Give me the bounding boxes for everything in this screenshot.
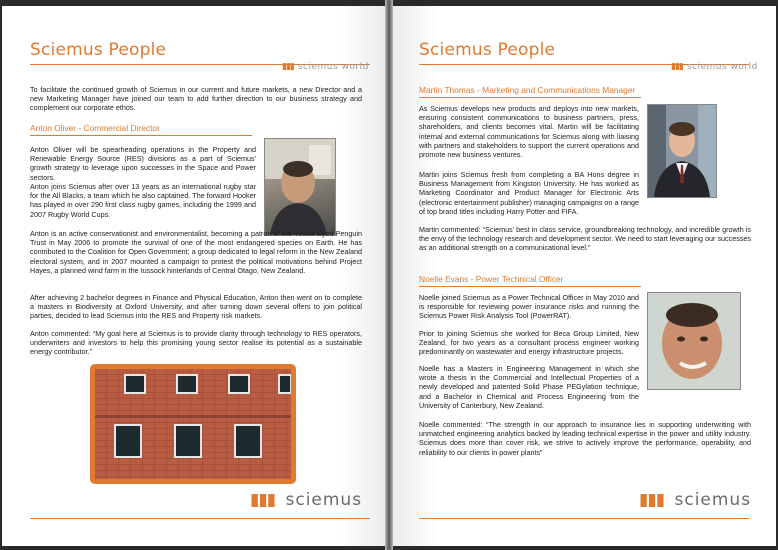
brand-bars-icon: ▮▮▮ xyxy=(282,62,294,72)
footer-bars-icon: ▮▮▮ xyxy=(250,490,276,510)
left-footer-logo xyxy=(250,490,362,510)
right-s1-para-3: Martin commented: “Sciemus' best in class service, groundbreaking technology, and incredible growth is the envy of the technology research and development sector. We need to start leveraging our successes as an additional strength on a communicational level.” xyxy=(419,225,751,253)
left-para-3-text: Anton is an active conservationist and environmentalist, becoming a patron of the Yellow Eyed Penguin Trust in May 2006 to promote the survival of one of the most endangered species on Earth. He has contributed to the Coalition for Open Government; a group dedicated to legal reform in the New Zealand electoral system, and in 2007 mounted a campaign to protest the political motivations behind Project Hayes, a planned wind farm in the tussock hinterlands of Central Otago, New Zealand. xyxy=(30,229,362,275)
right-s1-para-2: Martin joins Sciemus fresh from completing a BA Hons degree in Business Management from Kingston University. He has worked as Marketing Coordinator and Product Manager for Electronic Arts (electronic entertainment publisher) managing campaigns on a range of top brand titles including Harry Potter and FIFA. xyxy=(419,170,639,216)
anton-oliver-photo xyxy=(264,138,336,236)
right-s2-para-4: Noelle commented: “The strength in our approach to insurance lies in supporting underwriting with unmatched engineering analytics backed by leading technical expertise in the power and utility industry. Sciemus does more than cover risk, we strive to actively improve the performance, operability, and reliability to our clients in power plants” xyxy=(419,420,751,457)
left-world-brand-text: sciemus world xyxy=(297,62,369,72)
right-footer-logo xyxy=(639,490,751,510)
right-s2-para-1: Noelle joined Sciemus as a Power Technical Officer in May 2010 and is responsible for reviewing power insurance risks and running the Sciemus Power Risk Analysis Tool (PowerRAT). xyxy=(419,293,639,321)
right-section1-rule xyxy=(419,97,641,98)
noelle-portrait-icon xyxy=(648,293,740,389)
right-world-brand-text: sciemus world xyxy=(686,62,758,72)
left-section-rule xyxy=(30,135,252,136)
right-page-title: Sciemus People xyxy=(419,40,556,60)
right-s2-para-3: Noelle has a Masters in Engineering Management in which she wrote a thesis in the Commercial and Intellectual Properties of a newly developed and patented Solid Phase PEGylation technique, and a Bachelor in Chemical and Process Engineering from the University of Canterbury, New Zealand. xyxy=(419,364,639,410)
left-world-brand xyxy=(282,62,369,72)
noelle-evans-photo xyxy=(647,292,741,390)
martin-portrait-icon xyxy=(648,105,716,197)
martin-thomas-photo xyxy=(647,104,717,198)
left-intro: To facilitate the continued growth of Sciemus in our current and future markets, a new Director and a new Marketing Manager have joined our team to add further direction to our business strategy and complement our corporate ethos. xyxy=(30,85,362,113)
left-para-2: Anton joins Sciemus after over 13 years as an international rugby star for the All Blacks, a team which he also captained. The forward Hooker has played in over 290 first class rugby games, including the 1999 and 2007 Rugby World Cups. xyxy=(30,182,256,219)
left-page xyxy=(2,6,385,546)
right-footer-brand: sciemus xyxy=(674,490,752,510)
right-page xyxy=(393,6,776,546)
left-footer-rule xyxy=(30,518,370,519)
brand-bars-icon-right: ▮▮▮ xyxy=(671,62,683,72)
right-section2-title: Noelle Evans - Power Technical Officer xyxy=(419,274,564,284)
book-spine xyxy=(385,0,393,550)
right-s2-para-2: Prior to joining Sciemus she worked for Beca Group Limited, New Zealand, for two years as a consultant process engineer working predominantly on wastewater and energy infrastructure projects. xyxy=(419,329,639,357)
left-para-1: Anton Oliver will be spearheading operations in the Property and Renewable Energy Source (RES) divisions as a part of Sciemus' growth strategy to leverage upon successes in the Space and Power sectors. xyxy=(30,145,256,182)
left-section-title: Anton Oliver - Commercial Director xyxy=(30,123,160,133)
right-world-brand xyxy=(671,62,758,72)
footer-bars-icon-right: ▮▮▮ xyxy=(639,490,665,510)
brick-building-icon xyxy=(95,369,291,479)
anton-portrait-icon xyxy=(265,139,335,235)
left-para-4: After achieving 2 bachelor degrees in Finance and Physical Education, Anton then went on to complete a masters in Biodiversity at Oxford University, and after turning down several offers to join political parties, decided to lead Sciemus into the RES and Property risk markets. xyxy=(30,293,362,321)
left-footer-brand: sciemus xyxy=(285,490,363,510)
right-section1-title: Martin Thomas - Marketing and Communications Manager xyxy=(419,85,636,95)
right-section2-rule xyxy=(419,286,641,287)
left-para-3 xyxy=(30,229,362,275)
left-page-title: Sciemus People xyxy=(30,40,167,60)
building-photo xyxy=(90,364,296,484)
right-footer-rule xyxy=(419,518,749,519)
left-para-5: Anton commented: “My goal here at Sciemus is to provide clarity through technology to RES operators, underwriters and investors to help this promising young sector realise its potential as a sustainable energy contributor.” xyxy=(30,329,362,357)
right-s1-para-1: As Sciemus develops new products and deploys into new markets, ensuring consistent communications to business partners, press, shareholders, and clients becomes vital. Martin will be facilitating internal and external communications for Sciemus along with liaising with partners and stakeholders to support the current operations and promote new business ventures. xyxy=(419,104,639,160)
